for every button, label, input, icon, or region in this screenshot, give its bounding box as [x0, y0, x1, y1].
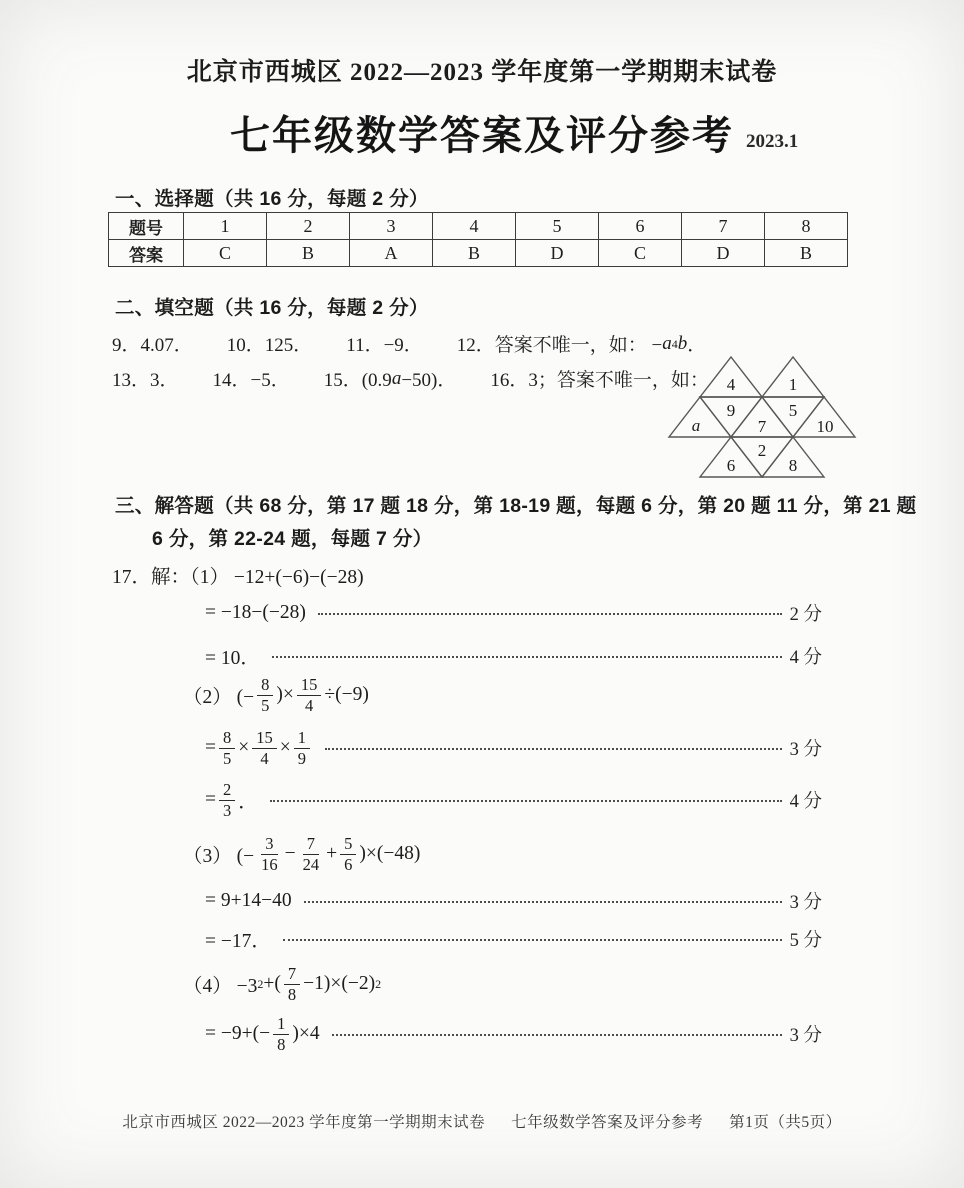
table-row-question-numbers: [109, 213, 848, 240]
fraction: [340, 834, 356, 874]
footer-document-name: 七年级数学答案及评分参考: [511, 1114, 704, 1131]
fraction: [257, 834, 282, 874]
math-text: +: [326, 843, 338, 864]
math-variable: a: [391, 367, 402, 389]
fraction: [284, 964, 300, 1004]
triangle-label: 4: [726, 375, 736, 394]
fraction: [257, 675, 273, 715]
section-one-heading: 一、选择题（共 16 分，每题 2 分）: [115, 188, 429, 210]
math-text: = −18−(−28): [205, 602, 306, 623]
page-footer: [0, 1110, 964, 1132]
solution-line: [205, 771, 822, 829]
solution-line: [205, 886, 822, 916]
fraction: [299, 834, 324, 874]
score-label: 3 分: [789, 893, 822, 913]
math-text: 12．答案不唯一，如： −: [456, 335, 663, 356]
fraction-numerator: 5: [340, 834, 356, 854]
dotted-leader: [270, 800, 782, 802]
math-text: )×(−48): [359, 843, 421, 864]
fraction-numerator: 7: [303, 834, 319, 854]
math-text: −: [284, 843, 296, 864]
fraction: [219, 780, 235, 820]
score-label: 2 分: [789, 605, 822, 625]
fraction-numerator: 8: [219, 728, 235, 748]
math-variable: b: [677, 332, 688, 354]
footer-page-number: 第1页（共5页）: [729, 1114, 842, 1131]
math-expression: [205, 728, 313, 768]
math-text: ．: [238, 792, 258, 813]
fraction: [297, 675, 322, 715]
math-text: 13．3．: [112, 370, 179, 391]
section-three-heading-line-1: 三、解答题（共 68 分，第 17 题 18 分，第 18-19 题，每题 6 分，第 20 题 11 分，第 21 题: [115, 495, 917, 517]
fraction: [273, 1014, 289, 1054]
fraction-denominator: 8: [277, 1034, 286, 1054]
question-number-cell: 8: [765, 213, 848, 240]
question-number-cell: 6: [599, 213, 682, 240]
fraction-numerator: 1: [273, 1014, 289, 1034]
math-expression: [205, 890, 292, 912]
question-number-cell: 5: [516, 213, 599, 240]
math-text: =: [205, 737, 216, 758]
page-title: 七年级数学答案及评分参考: [230, 113, 734, 158]
fraction-denominator: 8: [287, 984, 297, 1004]
fraction-denominator: 6: [344, 854, 353, 874]
fraction-denominator: 16: [261, 854, 278, 874]
fraction-denominator: 3: [223, 800, 232, 820]
table-row-answers: [109, 240, 848, 267]
dotted-leader: [304, 901, 782, 903]
math-text: （3） (−: [183, 846, 255, 867]
math-expression: [205, 602, 306, 624]
question-number-cell: 7: [682, 213, 765, 240]
triangle-label: 2: [757, 441, 767, 460]
math-expression: [183, 834, 420, 874]
fraction-denominator: 24: [302, 854, 320, 874]
math-text: 16．3；答案不唯一，如：: [490, 370, 709, 391]
triangle-label: 6: [726, 456, 736, 475]
exam-header-line: 北京市西城区 2022—2023 学年度第一学期期末试卷: [186, 59, 778, 86]
fraction: [219, 728, 235, 768]
fraction-denominator: 4: [260, 748, 269, 768]
exam-date: 2023.1: [746, 131, 799, 152]
math-text: 14．−5．: [212, 370, 290, 391]
math-text: 17．解：（1） −12+(−6)−(−28): [112, 567, 364, 588]
math-variable: a: [662, 332, 672, 354]
question-number-cell: 3: [350, 213, 433, 240]
math-text: ．: [687, 335, 707, 356]
math-text: +(: [263, 973, 281, 994]
math-text: ×: [238, 737, 250, 758]
answer-cell: D: [682, 240, 765, 267]
score-label: 4 分: [789, 792, 822, 812]
math-text: （4） −3: [183, 976, 258, 997]
solution-line: [112, 560, 364, 590]
answer-cell: D: [516, 240, 599, 267]
math-text: = −9+(−: [205, 1023, 271, 1044]
footer-exam-name: 北京市西城区 2022—2023 学年度第一学期期末试卷: [122, 1114, 486, 1131]
fraction-numerator: 2: [219, 780, 235, 800]
solution-line: [183, 666, 369, 724]
math-expression: [205, 1014, 320, 1054]
fraction-numerator: 7: [284, 964, 300, 984]
question-number-cell: 2: [267, 213, 350, 240]
math-text: =: [205, 789, 216, 810]
question-number-cell: 1: [184, 213, 267, 240]
triangle-label: 9: [726, 401, 736, 420]
triangle-label: 7: [757, 417, 767, 436]
math-text: （2） (−: [183, 687, 255, 708]
section-three-heading-line-2: 6 分，第 22-24 题，每题 7 分）: [152, 528, 433, 550]
math-expression: [183, 675, 369, 715]
row-header-answer: 答案: [109, 240, 184, 267]
answer-cell: C: [599, 240, 682, 267]
score-label: 3 分: [789, 740, 822, 760]
answer-table: [108, 212, 848, 267]
fraction-numerator: 1: [294, 728, 310, 748]
solution-line: [205, 1005, 822, 1063]
dotted-leader: [283, 939, 782, 941]
answer-cell: B: [433, 240, 516, 267]
triangle-label: a: [691, 416, 701, 435]
fraction-denominator: 5: [261, 695, 270, 715]
fraction: [252, 728, 277, 768]
math-expression: （4） −3 2 +( $\frac{7}{8}$ −1)×(−2) 2: [183, 964, 382, 1004]
answer-cell: B: [267, 240, 350, 267]
math-text: = 10．: [205, 648, 260, 669]
fraction-numerator: 8: [257, 675, 273, 695]
answer-cell: A: [350, 240, 433, 267]
fill-in-answers-line-1: 9．4.07． 10．125． 11．−9． 12．答案不唯一，如： − a 4 b ．: [112, 330, 706, 357]
score-label: 3 分: [789, 1026, 822, 1046]
triangle-label: 5: [788, 401, 798, 420]
math-text: = −17．: [205, 931, 271, 952]
math-text: 9．4.07．: [112, 335, 193, 356]
dotted-leader: [332, 1034, 782, 1036]
answer-cell: B: [765, 240, 848, 267]
solution-line: [205, 924, 822, 954]
answer-cell: C: [184, 240, 267, 267]
triangle-label: 8: [788, 456, 798, 475]
section-two-heading: 二、填空题（共 16 分，每题 2 分）: [115, 297, 429, 319]
math-text: = 9+14−40: [205, 890, 292, 911]
math-text: 15．(0.9: [323, 370, 392, 391]
math-text: ×: [279, 737, 291, 758]
score-label: 5 分: [789, 931, 822, 951]
dotted-leader: [272, 656, 782, 658]
solution-line: [205, 719, 822, 777]
math-text: 11．−9．: [346, 335, 423, 356]
dotted-leader: [318, 613, 782, 615]
fill-in-answers-line-2: [112, 365, 709, 392]
math-text: −1)×(−2): [303, 973, 376, 994]
row-header-question-number: 题号: [109, 213, 184, 240]
math-expression: [112, 561, 364, 589]
fraction-denominator: 5: [223, 748, 232, 768]
fraction-denominator: 4: [305, 695, 314, 715]
fraction-numerator: 15: [252, 728, 277, 748]
math-text: 10．125．: [226, 335, 313, 356]
fraction: [294, 728, 310, 768]
dotted-leader: [325, 748, 782, 750]
solution-line: [183, 825, 420, 883]
triangle-figure: [666, 354, 862, 480]
solution-line: [205, 598, 822, 628]
question-number-cell: 4: [433, 213, 516, 240]
fraction-numerator: 3: [261, 834, 277, 854]
triangle-label: 10: [816, 417, 834, 436]
math-text: )×: [276, 684, 294, 705]
math-text: )×4: [292, 1023, 320, 1044]
score-label: 4 分: [789, 648, 822, 668]
math-expression: [205, 780, 258, 820]
math-text: −50)．: [401, 370, 457, 391]
triangle-label: 1: [788, 375, 798, 394]
fraction-numerator: 15: [297, 675, 322, 695]
math-expression: [205, 925, 271, 953]
math-text: ÷(−9): [324, 684, 369, 705]
fraction-denominator: 9: [297, 748, 306, 768]
